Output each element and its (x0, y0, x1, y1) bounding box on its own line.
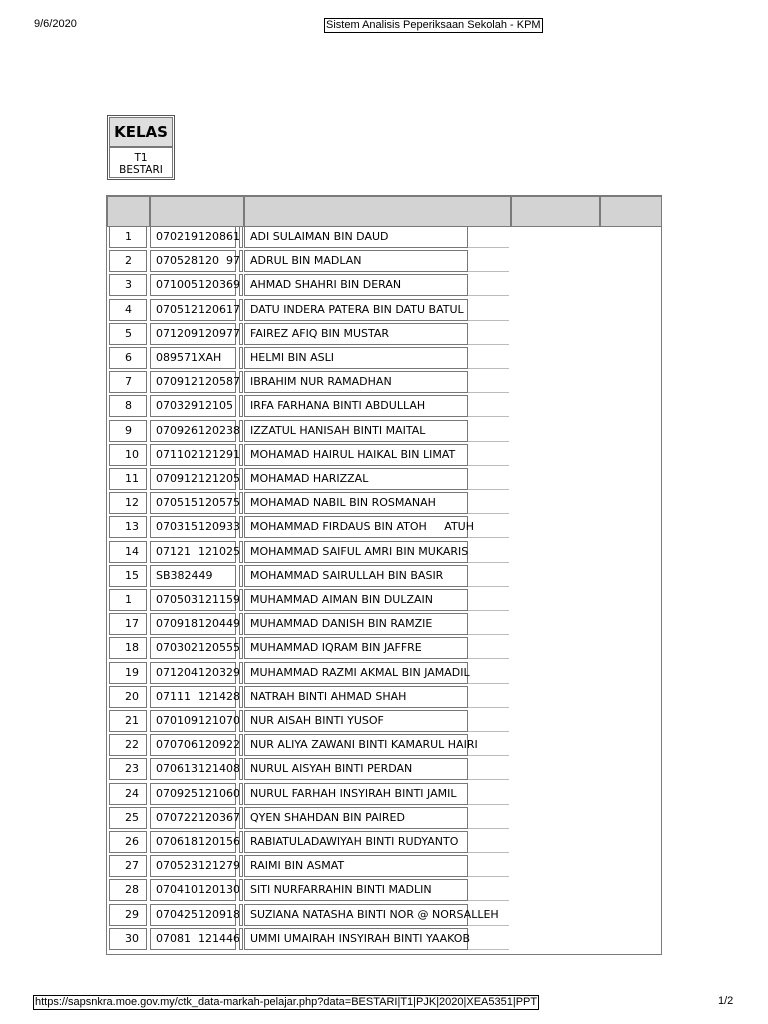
row-separator (468, 949, 509, 950)
row-number: 2 (109, 250, 147, 272)
table-row (107, 297, 509, 321)
student-name: MUHAMMAD RAZMI AKMAL BIN JAMADIL (244, 662, 468, 684)
row-number: 4 (109, 299, 147, 321)
student-name: AHMAD SHAHRI BIN DERAN (244, 274, 468, 296)
table-row (107, 321, 509, 345)
row-number: 7 (109, 371, 147, 393)
student-ic: 07111 121428 (150, 686, 236, 708)
student-ic: SB382449 (150, 565, 236, 587)
table-row (107, 635, 509, 659)
student-ic: 070219120861 (150, 226, 236, 248)
cell-divider (239, 250, 243, 272)
student-name: MOHAMMAD SAIRULLAH BIN BASIR (244, 565, 468, 587)
student-ic: 070722120367 (150, 807, 236, 829)
cell-divider (239, 783, 243, 805)
row-number: 20 (109, 686, 147, 708)
student-name: FAIREZ AFIQ BIN MUSTAR (244, 323, 468, 345)
cell-divider (239, 323, 243, 345)
cell-divider (239, 226, 243, 248)
row-number: 30 (109, 928, 147, 950)
table-row (107, 756, 509, 780)
table-row (107, 805, 509, 829)
row-number: 1 (109, 226, 147, 248)
cell-divider (239, 613, 243, 635)
table-row (107, 611, 509, 635)
row-number: 13 (109, 516, 147, 538)
table-row (107, 732, 509, 756)
table-row (107, 418, 509, 442)
table-row (107, 539, 509, 563)
student-name: RABIATULADAWIYAH BINTI RUDYANTO (244, 831, 468, 853)
student-name: NURUL FARHAH INSYIRAH BINTI JAMIL (244, 783, 468, 805)
student-ic: 071102121291 (150, 444, 236, 466)
student-name: MUHAMMAD AIMAN BIN DULZAIN (244, 589, 468, 611)
student-ic: 070523121279 (150, 855, 236, 877)
cell-divider (239, 831, 243, 853)
student-name: MOHAMMAD FIRDAUS BIN ATOH ATUH (244, 516, 468, 538)
student-ic: 070912120587 (150, 371, 236, 393)
student-name: SUZIANA NATASHA BINTI NOR @ NORSALLEH (244, 904, 468, 926)
table-row (107, 902, 509, 926)
table-row (107, 272, 509, 296)
student-name: MOHAMAD HARIZZAL (244, 468, 468, 490)
kelas-value-line1: T1 (134, 152, 148, 164)
table-row (107, 490, 509, 514)
cell-divider (239, 904, 243, 926)
kelas-label: KELAS (109, 117, 173, 147)
cell-divider (239, 928, 243, 950)
row-number: 8 (109, 395, 147, 417)
cell-divider (239, 710, 243, 732)
header-cell-name (244, 196, 511, 227)
student-name: MOHAMMAD SAIFUL AMRI BIN MUKARIS (244, 541, 468, 563)
student-name: NURUL AISYAH BINTI PERDAN (244, 758, 468, 780)
row-number: 21 (109, 710, 147, 732)
student-name: NUR ALIYA ZAWANI BINTI KAMARUL HAIRI (244, 734, 468, 756)
header-cell-ic (150, 196, 244, 227)
student-ic: 070528120 97 (150, 250, 236, 272)
cell-divider (239, 855, 243, 877)
row-number: 3 (109, 274, 147, 296)
cell-divider (239, 662, 243, 684)
student-ic: 071209120977 (150, 323, 236, 345)
row-number: 27 (109, 855, 147, 877)
cell-divider (239, 444, 243, 466)
student-name: MOHAMAD NABIL BIN ROSMANAH (244, 492, 468, 514)
cell-divider (239, 541, 243, 563)
student-ic: 070926120238 (150, 420, 236, 442)
student-ic: 071005120369 (150, 274, 236, 296)
table-row (107, 684, 509, 708)
student-name: MOHAMAD HAIRUL HAIKAL BIN LIMAT (244, 444, 468, 466)
cell-divider (239, 492, 243, 514)
table-row (107, 224, 509, 248)
student-ic: 07121 121025 (150, 541, 236, 563)
row-number: 29 (109, 904, 147, 926)
table-row (107, 345, 509, 369)
cell-divider (239, 807, 243, 829)
row-number: 18 (109, 637, 147, 659)
student-ic: 070410120130 (150, 879, 236, 901)
print-date: 9/6/2020 (34, 18, 77, 30)
student-ic: 070515120575 (150, 492, 236, 514)
row-number: 11 (109, 468, 147, 490)
student-name: ADI SULAIMAN BIN DAUD (244, 226, 468, 248)
header-cell-grade (600, 196, 662, 227)
student-name: MUHAMMAD IQRAM BIN JAFFRE (244, 637, 468, 659)
student-ic: 071204120329 (150, 662, 236, 684)
student-ic: 070302120555 (150, 637, 236, 659)
student-ic: 070912121205 (150, 468, 236, 490)
row-number: 26 (109, 831, 147, 853)
student-name: QYEN SHAHDAN BIN PAIRED (244, 807, 468, 829)
kelas-value (109, 147, 173, 178)
table-row (107, 926, 509, 950)
student-ic: 070706120922 (150, 734, 236, 756)
student-ic: 07081 121446 (150, 928, 236, 950)
table-row (107, 853, 509, 877)
student-ic: 070613121408 (150, 758, 236, 780)
row-number: 6 (109, 347, 147, 369)
row-number: 9 (109, 420, 147, 442)
table-row (107, 393, 509, 417)
student-name: IRFA FARHANA BINTI ABDULLAH (244, 395, 468, 417)
table-row (107, 660, 509, 684)
row-number: 24 (109, 783, 147, 805)
cell-divider (239, 565, 243, 587)
cell-divider (239, 395, 243, 417)
student-ic: 070425120918 (150, 904, 236, 926)
student-ic: 070109121070 (150, 710, 236, 732)
student-name: MUHAMMAD DANISH BIN RAMZIE (244, 613, 468, 635)
table-row (107, 781, 509, 805)
table-row (107, 587, 509, 611)
cell-divider (239, 637, 243, 659)
cell-divider (239, 274, 243, 296)
student-ic: 070503121159 (150, 589, 236, 611)
student-name: HELMI BIN ASLI (244, 347, 468, 369)
cell-divider (239, 371, 243, 393)
student-name: SITI NURFARRAHIN BINTI MADLIN (244, 879, 468, 901)
student-name: IBRAHIM NUR RAMADHAN (244, 371, 468, 393)
student-ic: 070618120156 (150, 831, 236, 853)
table-row (107, 369, 509, 393)
student-name: RAIMI BIN ASMAT (244, 855, 468, 877)
student-name: NUR AISAH BINTI YUSOF (244, 710, 468, 732)
row-number: 12 (109, 492, 147, 514)
student-ic: 070918120449 (150, 613, 236, 635)
kelas-value-line2: BESTARI (119, 164, 163, 176)
page-number: 1/2 (718, 995, 734, 1007)
student-name: ADRUL BIN MADLAN (244, 250, 468, 272)
student-ic: 070925121060 (150, 783, 236, 805)
document-title: Sistem Analisis Peperiksaan Sekolah - KPM (326, 19, 541, 31)
table-row (107, 829, 509, 853)
table-row (107, 708, 509, 732)
row-number: 23 (109, 758, 147, 780)
cell-divider (239, 734, 243, 756)
cell-divider (239, 589, 243, 611)
student-name: NATRAH BINTI AHMAD SHAH (244, 686, 468, 708)
cell-divider (239, 516, 243, 538)
table-row (107, 466, 509, 490)
cell-divider (239, 420, 243, 442)
header-cell-no (107, 196, 150, 227)
student-ic: 070512120617 (150, 299, 236, 321)
student-ic: 07032912105 (150, 395, 236, 417)
row-number: 5 (109, 323, 147, 345)
row-number: 19 (109, 662, 147, 684)
row-number: 10 (109, 444, 147, 466)
row-number: 1 (109, 589, 147, 611)
cell-divider (239, 347, 243, 369)
cell-divider (239, 879, 243, 901)
cell-divider (239, 686, 243, 708)
table-row (107, 563, 509, 587)
cell-divider (239, 299, 243, 321)
header-cell-mark (511, 196, 600, 227)
student-ic: 070315120933 (150, 516, 236, 538)
cell-divider (239, 468, 243, 490)
row-number: 22 (109, 734, 147, 756)
row-number: 25 (109, 807, 147, 829)
cell-divider (239, 758, 243, 780)
student-ic: 089571XAH (150, 347, 236, 369)
student-name: DATU INDERA PATERA BIN DATU BATUL (244, 299, 468, 321)
student-name: IZZATUL HANISAH BINTI MAITAL (244, 420, 468, 442)
table-row (107, 514, 509, 538)
table-row (107, 442, 509, 466)
table-row (107, 248, 509, 272)
row-number: 17 (109, 613, 147, 635)
kelas-box (107, 115, 175, 180)
row-number: 28 (109, 879, 147, 901)
student-name: UMMI UMAIRAH INSYIRAH BINTI YAAKOB (244, 928, 468, 950)
row-number: 15 (109, 565, 147, 587)
row-number: 14 (109, 541, 147, 563)
table-row (107, 877, 509, 901)
footer-url: https://sapsnkra.moe.gov.my/ctk_data-markah-pelajar.php?data=BESTARI|T1|PJK|2020|XEA5351|PPT (35, 996, 538, 1008)
